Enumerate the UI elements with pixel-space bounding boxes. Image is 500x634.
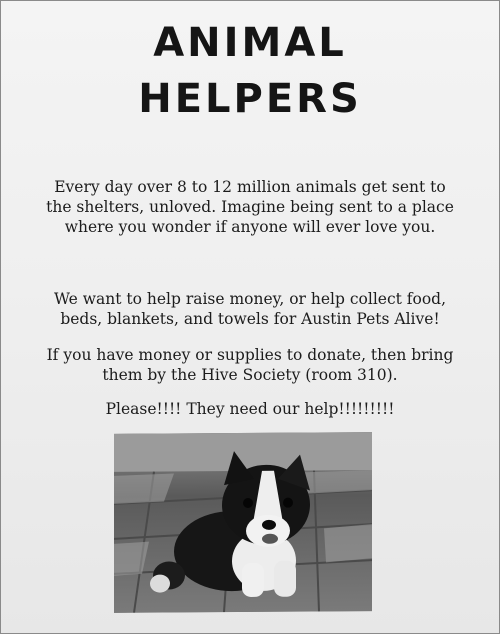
paragraph-donation-instructions: If you have money or supplies to donate, then bring them by the Hive Society (room 310). <box>46 346 454 384</box>
paragraph-shelter-stats: Every day over 8 to 12 million animals get sent to the shelters, unloved. Imagine being sent to a place where you wonder if anyone will ever love you. <box>46 178 454 236</box>
puppy-illustration <box>114 432 372 613</box>
paragraph-plea: Please!!!! They need our help!!!!!!!!! <box>105 400 395 418</box>
puppy-photo <box>114 432 372 613</box>
flyer-title-line-2: HELPERS <box>138 76 362 122</box>
paragraph-goal: We want to help raise money, or help collect food, beds, blankets, and towels for Austin Pets Alive! <box>53 290 447 328</box>
flyer-title-line-1: ANIMAL <box>153 20 347 66</box>
